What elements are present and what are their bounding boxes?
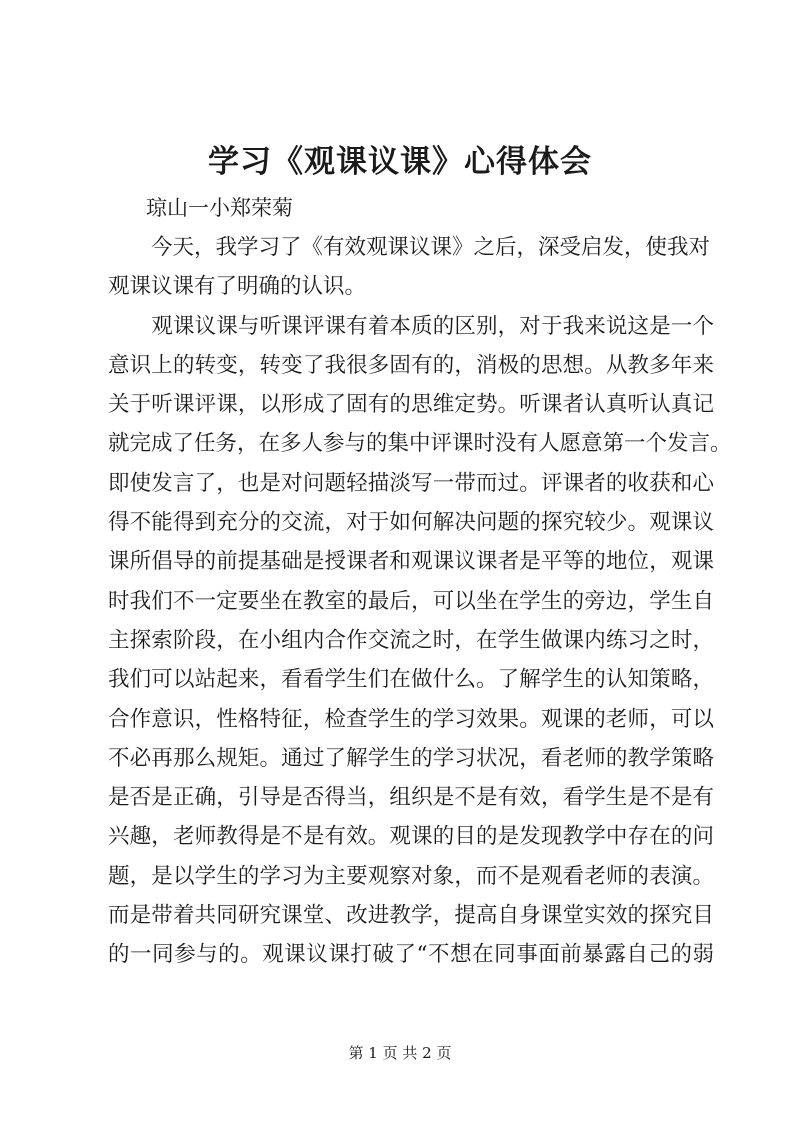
body-line: 观课议课与听课评课有着本质的区别，对于我来说这是一个	[108, 313, 714, 339]
body-line: 课所倡导的前提基础是授课者和观课议课者是平等的地位，观课	[108, 549, 714, 575]
body-line: 是否是正确，引导是否得当，组织是不是有效，看学生是不是有	[108, 785, 714, 811]
body-line: 主探索阶段，在小组内合作交流之时，在学生做课内练习之时，	[108, 627, 714, 653]
page-footer: 第 1 页 共 2 页	[348, 1044, 452, 1062]
document-author: 琼山一小郑荣菊	[146, 196, 293, 220]
body-line: 不必再那么规矩。通过了解学生的学习状况，看老师的教学策略	[108, 745, 714, 771]
body-line: 意识上的转变，转变了我很多固有的，消极的思想。从教多年来	[108, 352, 714, 378]
body-line: 兴趣，老师教得是不是有效。观课的目的是发现教学中存在的问	[108, 824, 714, 850]
body-line: 合作意识，性格特征，检查学生的学习效果。观课的老师，可以	[108, 706, 714, 732]
body-line: 题，是以学生的学习为主要观察对象，而不是观看老师的表演。	[108, 863, 714, 889]
body-line: 的一同参与的。观课议课打破了“不想在同事面前暴露自己的弱	[108, 942, 714, 968]
body-line: 我们可以站起来，看看学生们在做什么。了解学生的认知策略，	[108, 667, 714, 693]
body-line: 得不能得到充分的交流，对于如何解决问题的探究较少。观课议	[108, 510, 714, 536]
document-body	[108, 228, 732, 975]
body-line: 观课议课有了明确的认识。	[108, 274, 367, 300]
body-line: 时我们不一定要坐在教室的最后，可以坐在学生的旁边，学生自	[108, 588, 714, 614]
body-line: 今天，我学习了《有效观课议课》之后，深受启发，使我对	[108, 235, 711, 260]
document-title: 学习《观课议课》心得体会	[208, 144, 592, 180]
body-line: 关于听课评课，以形成了固有的思维定势。听课者认真听认真记	[108, 392, 714, 418]
body-line: 就完成了任务，在多人参与的集中评课时没有人愿意第一个发言。	[108, 431, 732, 457]
body-line: 即使发言了，也是对问题轻描淡写一带而过。评课者的收获和心	[108, 470, 714, 496]
body-line: 而是带着共同研究课堂、改进教学，提高自身课堂实效的探究目	[108, 903, 714, 929]
